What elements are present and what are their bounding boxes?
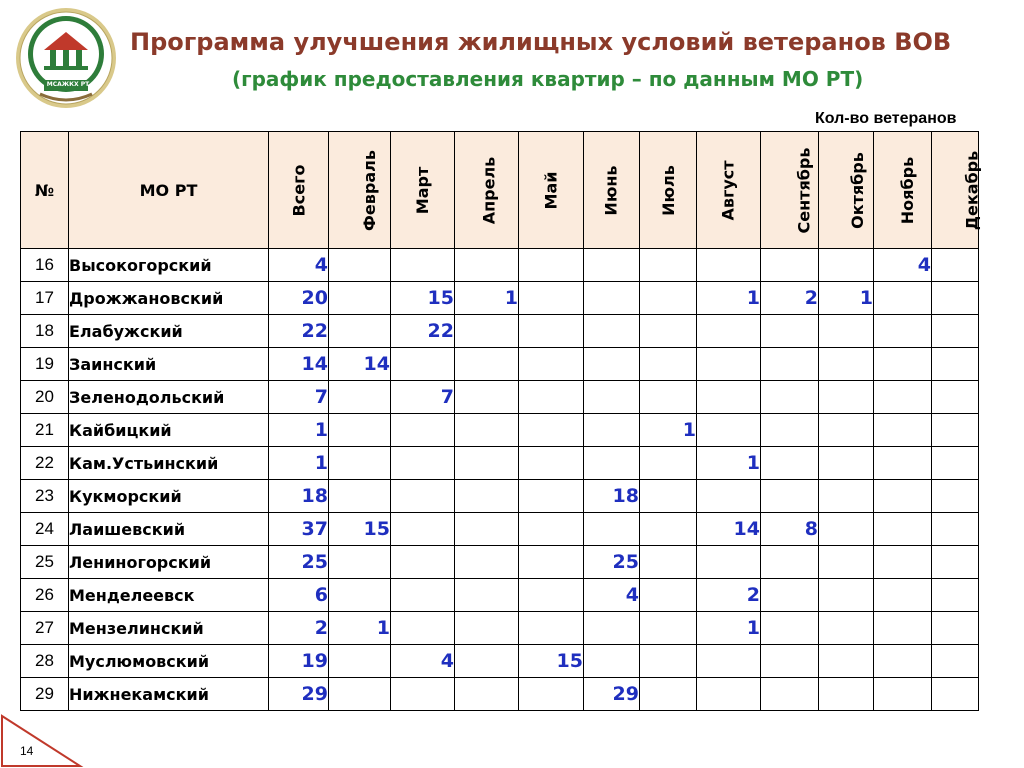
mo-name-cell: Нижнекамский bbox=[69, 678, 269, 711]
value-cell bbox=[819, 447, 874, 480]
value-cell bbox=[519, 447, 584, 480]
page-number: 14 bbox=[20, 744, 34, 758]
value-cell bbox=[455, 612, 519, 645]
value-cell bbox=[819, 546, 874, 579]
column-header-april: Апрель bbox=[455, 132, 519, 249]
column-header-mo: МО РТ bbox=[69, 132, 269, 249]
column-header-september: Сентябрь bbox=[761, 132, 819, 249]
row-number-cell: 16 bbox=[21, 249, 69, 282]
value-cell bbox=[697, 546, 761, 579]
table-row bbox=[21, 249, 979, 282]
value-cell bbox=[819, 414, 874, 447]
column-header-march: Март bbox=[391, 132, 455, 249]
value-cell bbox=[584, 249, 640, 282]
value-cell bbox=[697, 348, 761, 381]
value-cell bbox=[761, 546, 819, 579]
value-cell bbox=[874, 447, 932, 480]
value-cell bbox=[932, 348, 979, 381]
mo-name-cell: Кайбицкий bbox=[69, 414, 269, 447]
value-cell bbox=[584, 381, 640, 414]
mo-name-cell: Кукморский bbox=[69, 480, 269, 513]
value-cell bbox=[819, 612, 874, 645]
mo-name-cell: Кам.Устьинский bbox=[69, 447, 269, 480]
value-cell: 1 bbox=[819, 282, 874, 315]
value-cell bbox=[584, 447, 640, 480]
value-cell bbox=[697, 678, 761, 711]
value-cell bbox=[761, 249, 819, 282]
value-cell bbox=[519, 513, 584, 546]
row-number-cell: 20 bbox=[21, 381, 69, 414]
value-cell bbox=[874, 645, 932, 678]
value-cell bbox=[819, 678, 874, 711]
mo-name-cell: Мензелинский bbox=[69, 612, 269, 645]
value-cell bbox=[519, 282, 584, 315]
table-row bbox=[21, 480, 979, 513]
mo-name-cell: Елабужский bbox=[69, 315, 269, 348]
value-cell bbox=[932, 678, 979, 711]
mo-name-cell: Зеленодольский bbox=[69, 381, 269, 414]
value-cell bbox=[391, 546, 455, 579]
value-cell bbox=[932, 414, 979, 447]
table-row bbox=[21, 546, 979, 579]
value-cell bbox=[391, 513, 455, 546]
value-cell bbox=[329, 282, 391, 315]
value-cell bbox=[874, 546, 932, 579]
value-cell: 2 bbox=[269, 612, 329, 645]
page-subtitle: (график предоставления квартир – по данным МО РТ) bbox=[232, 67, 864, 91]
mo-name-cell: Лениногорский bbox=[69, 546, 269, 579]
value-cell bbox=[391, 249, 455, 282]
value-cell: 1 bbox=[697, 612, 761, 645]
value-cell: 15 bbox=[519, 645, 584, 678]
row-number-cell: 21 bbox=[21, 414, 69, 447]
column-header-total: Всего bbox=[269, 132, 329, 249]
value-cell bbox=[697, 315, 761, 348]
column-header-february: Февраль bbox=[329, 132, 391, 249]
value-cell: 1 bbox=[455, 282, 519, 315]
value-cell: 1 bbox=[329, 612, 391, 645]
value-cell bbox=[874, 282, 932, 315]
value-cell: 18 bbox=[269, 480, 329, 513]
row-number-cell: 19 bbox=[21, 348, 69, 381]
value-cell bbox=[640, 579, 697, 612]
value-cell bbox=[932, 513, 979, 546]
row-number-cell: 18 bbox=[21, 315, 69, 348]
value-cell bbox=[761, 678, 819, 711]
value-cell: 4 bbox=[269, 249, 329, 282]
value-cell bbox=[584, 348, 640, 381]
corner-triangle-icon bbox=[0, 714, 84, 768]
value-cell: 4 bbox=[584, 579, 640, 612]
value-cell bbox=[640, 546, 697, 579]
value-cell bbox=[329, 546, 391, 579]
row-number-cell: 17 bbox=[21, 282, 69, 315]
value-cell bbox=[455, 579, 519, 612]
value-cell bbox=[455, 513, 519, 546]
value-cell bbox=[932, 480, 979, 513]
mo-name-cell: Лаишевский bbox=[69, 513, 269, 546]
value-cell bbox=[584, 513, 640, 546]
value-cell: 6 bbox=[269, 579, 329, 612]
value-cell bbox=[932, 579, 979, 612]
row-number-cell: 26 bbox=[21, 579, 69, 612]
value-cell bbox=[819, 579, 874, 612]
value-cell bbox=[874, 381, 932, 414]
row-number-cell: 25 bbox=[21, 546, 69, 579]
value-cell: 7 bbox=[391, 381, 455, 414]
value-cell: 1 bbox=[640, 414, 697, 447]
value-cell: 1 bbox=[697, 447, 761, 480]
value-cell: 8 bbox=[761, 513, 819, 546]
value-cell bbox=[455, 414, 519, 447]
value-cell: 4 bbox=[874, 249, 932, 282]
value-cell bbox=[874, 612, 932, 645]
value-cell bbox=[640, 249, 697, 282]
value-cell bbox=[640, 480, 697, 513]
table-row bbox=[21, 612, 979, 645]
value-cell bbox=[819, 513, 874, 546]
value-cell bbox=[874, 579, 932, 612]
column-header-december: Декабрь bbox=[932, 132, 979, 249]
column-header-june: Июнь bbox=[584, 132, 640, 249]
value-cell bbox=[819, 348, 874, 381]
value-cell bbox=[874, 414, 932, 447]
value-cell bbox=[584, 414, 640, 447]
value-cell bbox=[874, 480, 932, 513]
value-cell bbox=[329, 480, 391, 513]
value-cell bbox=[640, 282, 697, 315]
logo-text: МСАЖКХ РТ bbox=[46, 81, 90, 88]
value-cell bbox=[640, 612, 697, 645]
value-cell bbox=[519, 381, 584, 414]
value-cell bbox=[761, 579, 819, 612]
value-cell bbox=[391, 579, 455, 612]
table-row bbox=[21, 315, 979, 348]
value-cell bbox=[819, 249, 874, 282]
value-cell bbox=[640, 678, 697, 711]
value-cell bbox=[932, 447, 979, 480]
value-cell bbox=[329, 414, 391, 447]
table-row bbox=[21, 678, 979, 711]
value-cell: 19 bbox=[269, 645, 329, 678]
header-row bbox=[21, 132, 979, 249]
value-cell bbox=[455, 315, 519, 348]
value-cell bbox=[455, 447, 519, 480]
value-cell bbox=[455, 249, 519, 282]
value-cell: 29 bbox=[269, 678, 329, 711]
table-row bbox=[21, 579, 979, 612]
value-cell bbox=[455, 348, 519, 381]
value-cell bbox=[761, 348, 819, 381]
row-number-cell: 22 bbox=[21, 447, 69, 480]
value-cell bbox=[874, 678, 932, 711]
table-row bbox=[21, 645, 979, 678]
value-cell bbox=[519, 612, 584, 645]
value-cell bbox=[640, 348, 697, 381]
value-cell: 14 bbox=[697, 513, 761, 546]
mo-name-cell: Дрожжановский bbox=[69, 282, 269, 315]
value-cell bbox=[819, 645, 874, 678]
value-cell bbox=[519, 678, 584, 711]
table-row bbox=[21, 282, 979, 315]
value-cell bbox=[640, 381, 697, 414]
value-cell: 25 bbox=[269, 546, 329, 579]
value-cell bbox=[640, 315, 697, 348]
mo-name-cell: Высокогорский bbox=[69, 249, 269, 282]
table-row bbox=[21, 381, 979, 414]
value-cell: 15 bbox=[391, 282, 455, 315]
value-cell bbox=[874, 348, 932, 381]
value-cell bbox=[391, 480, 455, 513]
value-cell bbox=[519, 414, 584, 447]
value-cell bbox=[329, 315, 391, 348]
value-cell bbox=[819, 381, 874, 414]
units-label: Кол-во ветеранов bbox=[815, 110, 957, 127]
value-cell bbox=[640, 447, 697, 480]
value-cell bbox=[761, 612, 819, 645]
value-cell: 2 bbox=[761, 282, 819, 315]
value-cell bbox=[932, 381, 979, 414]
column-header-august: Август bbox=[697, 132, 761, 249]
value-cell: 2 bbox=[697, 579, 761, 612]
value-cell bbox=[932, 315, 979, 348]
value-cell bbox=[819, 315, 874, 348]
value-cell bbox=[455, 645, 519, 678]
value-cell: 18 bbox=[584, 480, 640, 513]
row-number-cell: 29 bbox=[21, 678, 69, 711]
value-cell bbox=[519, 579, 584, 612]
value-cell bbox=[584, 282, 640, 315]
value-cell: 1 bbox=[269, 414, 329, 447]
value-cell bbox=[329, 678, 391, 711]
value-cell: 25 bbox=[584, 546, 640, 579]
value-cell bbox=[761, 480, 819, 513]
value-cell bbox=[584, 645, 640, 678]
value-cell bbox=[329, 579, 391, 612]
value-cell: 4 bbox=[391, 645, 455, 678]
value-cell bbox=[391, 612, 455, 645]
value-cell bbox=[455, 546, 519, 579]
value-cell bbox=[584, 612, 640, 645]
value-cell: 20 bbox=[269, 282, 329, 315]
value-cell: 14 bbox=[329, 348, 391, 381]
value-cell bbox=[519, 249, 584, 282]
value-cell bbox=[640, 645, 697, 678]
value-cell bbox=[519, 480, 584, 513]
value-cell bbox=[697, 381, 761, 414]
value-cell bbox=[761, 414, 819, 447]
value-cell bbox=[697, 645, 761, 678]
mo-name-cell: Менделеевск bbox=[69, 579, 269, 612]
value-cell: 1 bbox=[269, 447, 329, 480]
table-body bbox=[21, 249, 979, 711]
value-cell: 29 bbox=[584, 678, 640, 711]
value-cell bbox=[391, 678, 455, 711]
row-number-cell: 24 bbox=[21, 513, 69, 546]
value-cell bbox=[329, 381, 391, 414]
value-cell bbox=[329, 645, 391, 678]
value-cell bbox=[519, 546, 584, 579]
value-cell bbox=[932, 546, 979, 579]
value-cell bbox=[455, 678, 519, 711]
row-number-cell: 23 bbox=[21, 480, 69, 513]
page-title: Программа улучшения жилищных условий ветеранов ВОВ bbox=[130, 28, 952, 56]
value-cell bbox=[874, 513, 932, 546]
value-cell bbox=[391, 348, 455, 381]
value-cell bbox=[391, 414, 455, 447]
column-header-october: Октябрь bbox=[819, 132, 874, 249]
veterans-table bbox=[20, 131, 982, 711]
column-header-november: Ноябрь bbox=[874, 132, 932, 249]
value-cell bbox=[761, 381, 819, 414]
value-cell bbox=[819, 480, 874, 513]
column-header-may: Май bbox=[519, 132, 584, 249]
value-cell bbox=[329, 447, 391, 480]
value-cell bbox=[697, 414, 761, 447]
value-cell bbox=[455, 381, 519, 414]
value-cell bbox=[697, 249, 761, 282]
value-cell: 22 bbox=[391, 315, 455, 348]
column-header-july: Июль bbox=[640, 132, 697, 249]
table-row bbox=[21, 513, 979, 546]
value-cell bbox=[584, 315, 640, 348]
value-cell bbox=[761, 315, 819, 348]
value-cell bbox=[329, 249, 391, 282]
value-cell bbox=[761, 645, 819, 678]
mo-name-cell: Муслюмовский bbox=[69, 645, 269, 678]
column-header-number: № bbox=[21, 132, 69, 249]
value-cell bbox=[932, 282, 979, 315]
value-cell: 7 bbox=[269, 381, 329, 414]
ministry-emblem-icon bbox=[14, 6, 118, 110]
value-cell: 14 bbox=[269, 348, 329, 381]
value-cell: 15 bbox=[329, 513, 391, 546]
value-cell: 37 bbox=[269, 513, 329, 546]
value-cell bbox=[932, 249, 979, 282]
value-cell bbox=[761, 447, 819, 480]
value-cell bbox=[455, 480, 519, 513]
value-cell bbox=[519, 315, 584, 348]
value-cell bbox=[932, 645, 979, 678]
table-row bbox=[21, 447, 979, 480]
mo-name-cell: Заинский bbox=[69, 348, 269, 381]
value-cell bbox=[697, 480, 761, 513]
value-cell bbox=[391, 447, 455, 480]
table-row bbox=[21, 414, 979, 447]
value-cell bbox=[932, 612, 979, 645]
value-cell bbox=[640, 513, 697, 546]
value-cell bbox=[874, 315, 932, 348]
table-row bbox=[21, 348, 979, 381]
value-cell: 1 bbox=[697, 282, 761, 315]
row-number-cell: 27 bbox=[21, 612, 69, 645]
row-number-cell: 28 bbox=[21, 645, 69, 678]
value-cell: 22 bbox=[269, 315, 329, 348]
value-cell bbox=[519, 348, 584, 381]
